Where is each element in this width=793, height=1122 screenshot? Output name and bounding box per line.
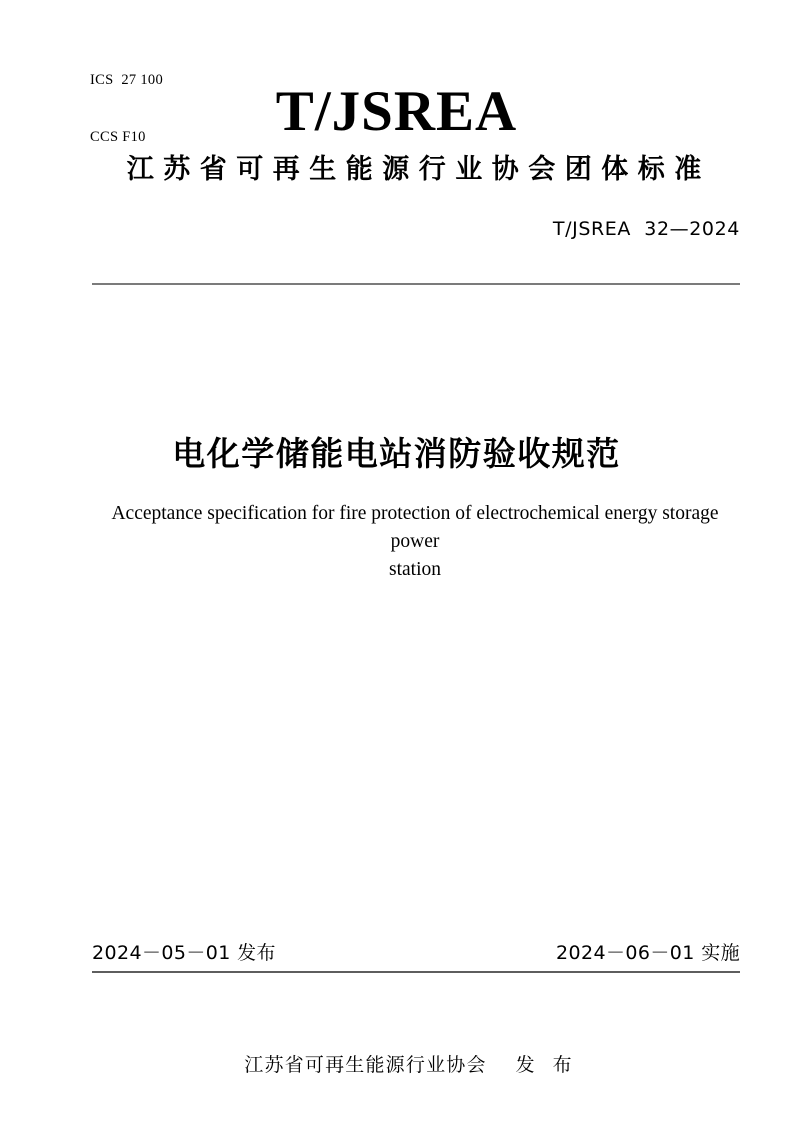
publisher-name: 江苏省可再生能源行业协会 (244, 1054, 487, 1076)
standard-prefix-mark: T/JSREA (275, 80, 518, 143)
document-title-chinese: 电化学储能电站消防验收规范 (172, 434, 621, 473)
effective-date: 2024－06－01 实施 (556, 942, 740, 964)
publisher-footer (0, 1023, 793, 1107)
date-row (92, 940, 740, 966)
document-title-english-line-1: Acceptance specification for fire protection of electrochemical energy storage power (111, 503, 719, 552)
association-standard-line: 江苏省可再生能源行业协会团体标准 (126, 154, 711, 185)
ics-code: ICS 27 100 (90, 72, 163, 88)
standard-number: T/JSREA 32—2024 (552, 218, 740, 240)
ccs-code: CCS F10 (90, 129, 146, 145)
publisher-verb: 发 布 (515, 1054, 578, 1076)
header-divider-rule (92, 283, 740, 285)
publisher-spacer (487, 1054, 516, 1076)
footer-divider-rule (92, 971, 740, 973)
document-title-english-line-2: station (389, 559, 441, 580)
document-title-english (95, 500, 735, 584)
issue-date: 2024－05－01 发布 (92, 942, 276, 964)
